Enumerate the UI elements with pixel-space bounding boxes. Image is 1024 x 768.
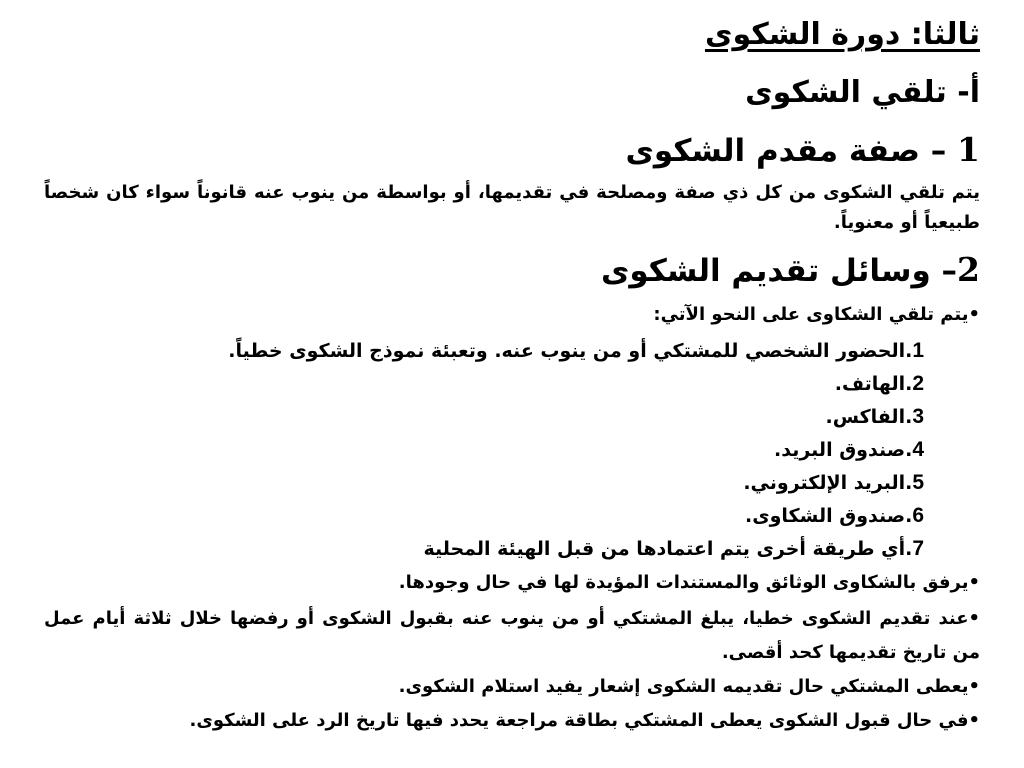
list-item-text: .الحضور الشخصي للمشتكي أو من ينوب عنه. وتعبئة نموذج الشكوى خطياً.	[228, 340, 913, 362]
list-item-text: .البريد الإلكتروني.	[743, 472, 913, 494]
list-item-number: 2	[912, 372, 924, 395]
list-item	[835, 373, 924, 394]
list-item-text: .صندوق البريد.	[774, 439, 913, 461]
section-1-title: صفة مقدم الشكوى	[625, 133, 931, 169]
list-item-text: .الفاكس.	[825, 406, 913, 428]
list-item	[228, 340, 924, 361]
list-item-number: 7	[912, 537, 924, 560]
section-1-number: 1	[957, 130, 980, 169]
section-1-paragraph: يتم تلقي الشكوى من كل ذي صفة ومصلحة في تقديمها، أو بواسطة من ينوب عنه قانوناً سواء كان شخصاً طبيعياً أو معنوياً.	[44, 182, 980, 233]
bullet-intro: •يتم تلقي الشكاوى على النحو الآتي:	[653, 304, 980, 325]
list-item-text: .صندوق الشكاوى.	[744, 505, 913, 527]
list-item	[745, 505, 924, 526]
list-item-number: 1	[912, 339, 924, 362]
section-2-dash: –	[941, 253, 958, 289]
list-item-number: 6	[912, 504, 924, 527]
list-item	[774, 439, 924, 460]
bullet-attachments: •يرفق بالشكاوى الوثائق والمستندات المؤيدة لها في حال وجودها.	[398, 572, 980, 593]
list-item	[423, 538, 924, 559]
list-item-number: 3	[912, 405, 924, 428]
page-title: ثالثا: دورة الشكوى	[704, 17, 980, 52]
section-1-heading	[625, 130, 980, 169]
list-item-number: 4	[912, 438, 924, 461]
section-2-number: 2	[957, 250, 980, 289]
bullet-written-complaint: •عند تقديم الشكوى خطيا، يبلغ المشتكي أو من ينوب عنه بقبول الشكوى أو رفضها خلال ثلاثة أيام عمل من تاريخ تقديمها كحد أقصى.	[44, 608, 980, 663]
subheading: أ- تلقي الشكوى	[745, 75, 980, 110]
list-item	[743, 472, 924, 493]
section-1-dash: –	[930, 133, 958, 169]
list-item-text: .أي طريقة أخرى يتم اعتمادها من قبل الهيئة المحلية	[423, 538, 913, 560]
bullet-review-card: •في حال قبول الشكوى يعطى المشتكي بطاقة مراجعة يحدد فيها تاريخ الرد على الشكوى.	[189, 710, 980, 731]
list-item-text: .الهاتف.	[834, 373, 913, 395]
section-2-heading	[600, 250, 980, 289]
section-2-title: وسائل تقديم الشكوى	[600, 253, 942, 289]
list-item	[826, 406, 925, 427]
bullet-receipt-notice: •يعطى المشتكي حال تقديمه الشكوى إشعار يفيد استلام الشكوى.	[398, 676, 980, 697]
list-item-number: 5	[912, 471, 924, 494]
